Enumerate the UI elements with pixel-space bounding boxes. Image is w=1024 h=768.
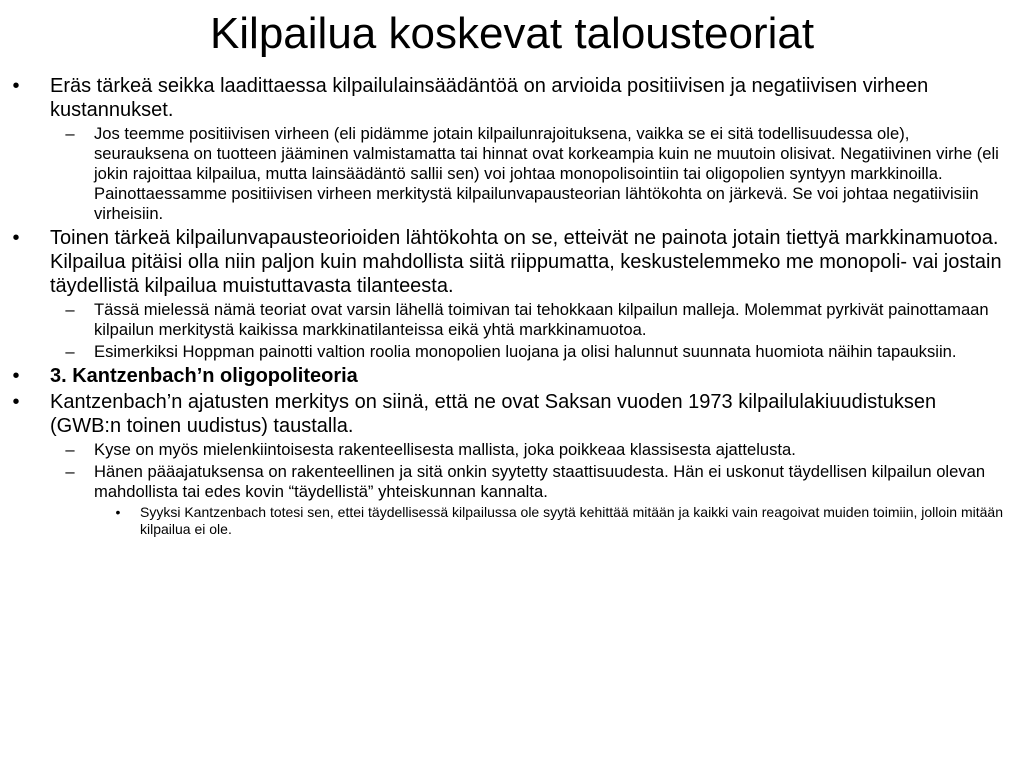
bullet-marker: •: [12, 365, 20, 387]
bullet-marker: •: [12, 391, 20, 413]
sub-point-text: Kyse on myös mielenkiintoisesta rakenteellisesta mallista, joka poikkeaa klassisesta ajattelusta.: [94, 440, 796, 459]
dash-marker: –: [65, 440, 75, 459]
bullet-point-4: [0, 390, 1024, 438]
bullet-marker: •: [12, 75, 20, 97]
sub-point-2-2: [0, 342, 1024, 362]
bullet-text: Toinen tärkeä kilpailunvapausteorioiden lähtökohta on se, etteivät ne painota jotain tiettyä markkinamuotoa. Kilpailua pitäisi olla niin paljon kuin mahdollista siitä riippumatta, keskustelemmeko me monopoli- vai jostain täydellistä kilpailua muistuttavasta tilanteesta.: [50, 227, 1002, 297]
bullet-list: [0, 72, 1024, 538]
sub-point-text: Esimerkiksi Hoppman painotti valtion roolia monopolien luojana ja olisi halunnut suunnata huomiota näihin tapauksiin.: [94, 342, 957, 361]
section-heading: 3. Kantzenbach’n oligopoliteoria: [50, 365, 358, 387]
dash-marker: –: [65, 342, 75, 361]
sub-point-text: Jos teemme positiivisen virheen (eli pidämme jotain kilpailunrajoituksena, vaikka se ei sitä todellisuudessa ole), seurauksena on tuotteen jääminen valmistamatta tai hinnat ovat korkeampia kuin ne muutoin olisivat. Negatiivinen virhe (eli jokin rajoittaa kilpailua, mutta lainsäädäntö sallii sen) voi johtaa monopolisointiin tai oligopolien syntyyn markkinoilla. Painottaessamme positiivisen virheen merkitystä kilpailunvapausteorian lähtökohta on järkevä. Se voi johtaa negatiivisiin virheisiin.: [94, 124, 999, 223]
sub-point-4-1: [0, 440, 1024, 460]
dash-marker: –: [65, 300, 75, 319]
bullet-marker: •: [12, 227, 20, 249]
sub-point-1-1: [0, 124, 1024, 224]
sub-sub-point-text: Syyksi Kantzenbach totesi sen, ettei täydellisessä kilpailussa ole syytä kehittää mitään ja kaikki vain reagoivat muiden toimiin, jolloin mitään kilpailua ei ole.: [140, 504, 1003, 537]
bullet-point-3: [0, 364, 1024, 388]
dash-marker: –: [65, 124, 75, 143]
bullet-point-1: [0, 74, 1024, 122]
sub-point-2-1: [0, 300, 1024, 340]
sub-point-4-2: [0, 462, 1024, 502]
bullet-text: Kantzenbach’n ajatusten merkitys on siinä, että ne ovat Saksan vuoden 1973 kilpailulakiuudistuksen (GWB:n toinen uudistus) taustalla.: [50, 391, 937, 437]
bullet-marker: •: [115, 504, 121, 520]
bullet-text: Eräs tärkeä seikka laadittaessa kilpailulainsäädäntöä on arvioida positiivisen ja negatiivisen virheen kustannukset.: [50, 75, 929, 121]
sub-point-text: Hänen pääajatuksensa on rakenteellinen ja sitä onkin syytetty staattisuudesta. Hän ei uskonut täydellisen kilpailun olevan mahdollista tai edes kovin “täydellistä” yhteiskunnan kannalta.: [94, 462, 986, 501]
slide-title: Kilpailua koskevat talousteoriat: [209, 9, 815, 58]
bullet-point-2: [0, 226, 1024, 298]
sub-point-text: Tässä mielessä nämä teoriat ovat varsin lähellä toimivan tai tehokkaan kilpailun malleja. Molemmat pyrkivät painottamaan kilpailun merkitystä kaikissa markkinatilanteissa eikä yhtä markkinamuotoa.: [94, 300, 989, 339]
sub-sub-point-4-2-1: [0, 504, 1024, 538]
dash-marker: –: [65, 462, 75, 481]
